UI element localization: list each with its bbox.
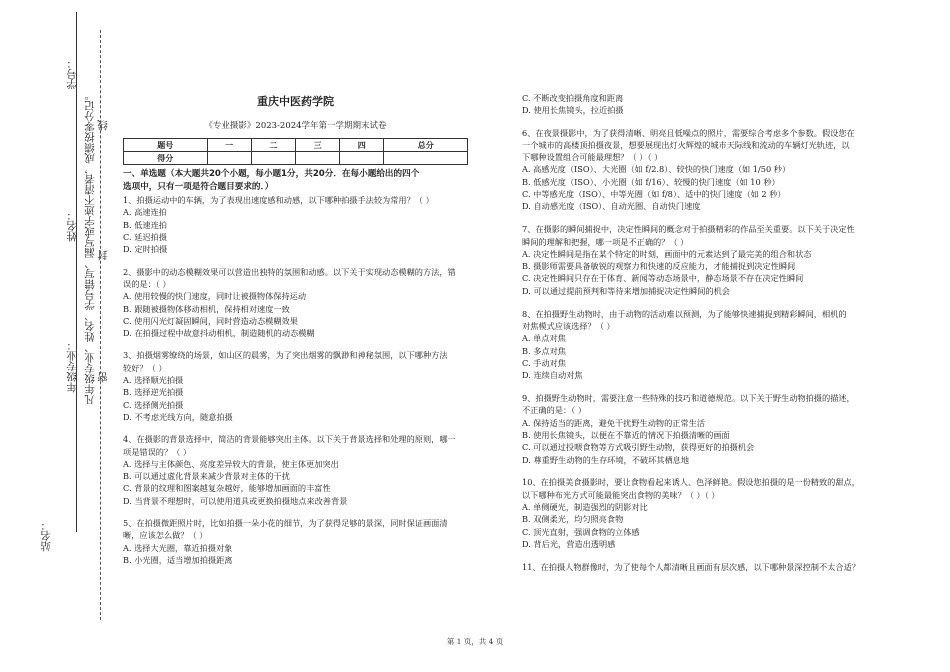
question-option[interactable]: A. 选择与主体颜色、亮度差异较大的背景，使主体更加突出 [123,458,339,469]
seal-mark-feng: 封 [97,250,109,261]
score-cell: 一 [207,138,251,151]
page-footer: 第 1 页，共 4 页 [446,637,504,646]
question-stem: 11、在拍摄人物群像时，为了使每个人都清晰且画面有层次感，以下哪种景深控制不太合适？ [522,561,860,572]
question-option[interactable]: A. 决定性瞬间是指在某个特定的时刻，画面中的元素达到了最完美的组合和状态 [522,248,812,259]
score-input-cell[interactable] [251,151,295,164]
question [522,127,877,213]
question [123,266,468,340]
binding-margin [0,0,115,672]
question-option[interactable]: D. 连续自动对焦 [522,370,583,381]
name-label: 姓名： [66,210,78,242]
exam-title: 《专业摄影》2023-2024学年第一学期期末试卷 [204,121,387,132]
score-cell: 三 [295,138,339,151]
question-stem: 6、在夜景摄影中，为了获得清晰、明亮且低噪点的照片，需要综合考虑多个参数。假设您在 [522,127,855,138]
question-stem: 1、拍摄运动中的车辆，为了表现出速度感和动感，以下哪种拍摄手法较为常用？（ ） [123,195,434,206]
question-option[interactable]: A. 保持适当的距离，避免干扰野生动物的正常生活 [522,417,706,428]
right-column [522,92,877,584]
school-title: 重庆中医药学院 [257,95,334,108]
seal-mark-mi: 密 [97,372,109,383]
question-option[interactable]: C. 不断改变拍摄角度和距离 [522,93,624,103]
question-option[interactable]: B. 跟随被摄物体移动相机，保持相对速度一致 [123,303,290,314]
score-table-score-row [124,151,468,164]
question-option[interactable]: B. 小光圈，适当增加拍摄距离 [123,554,233,565]
left-column [123,96,468,576]
question-option[interactable]: B. 选择逆光拍摄 [123,387,184,398]
question-option[interactable]: D. 使用长焦镜头，拉近拍摄 [522,105,624,116]
question-option[interactable]: A. 使用较慢的快门速度，同时让被摄物体保持运动 [123,291,307,302]
section-heading [123,168,468,193]
question-stem: 9、拍摄野生动物时，需要注意一些特殊的技巧和道德规范。以下关于野生动物拍摄的描述， [522,393,855,404]
score-input-cell[interactable] [295,151,339,164]
question-option[interactable]: D. 尊重野生动物的生存环境，不破坏其栖息地 [522,454,690,465]
question [123,194,468,255]
question-option[interactable]: B. 使用长焦镜头，以便在不靠近的情况下拍摄清晰的画面 [522,429,730,440]
question-stem: 以下哪种布光方式可能最能突出食物的美味？（ ）（ ） [522,489,720,500]
question-option[interactable]: C. 决定性瞬间只存在于体育、新闻等动态场景中，静态场景不存在决定性瞬间 [522,273,804,284]
section-heading-line: 选项中，只有一项是符合题目要求的．） [123,181,274,192]
question [522,561,877,573]
question-option[interactable]: C. 背景的纹理和图案越复杂越好，能够增加画面的丰富性 [123,483,331,494]
question-option[interactable]: B. 低速连拍 [123,219,167,230]
question-option[interactable]: C. 顶光直射，强调食物的立体感 [522,526,640,537]
score-cell: 题号 [124,138,208,151]
question-option[interactable]: A. 单侧硬光，制造强烈的阴影对比 [522,501,648,512]
question-option[interactable]: D. 在拍摄过程中故意抖动相机，制造随机的动态模糊 [123,328,315,339]
question-stem: 4、在摄影的背景选择中，简洁的背景能够突出主体。以下关于背景选择和处理的原则，哪一 [123,434,456,445]
left-question-list [123,194,468,566]
question-option[interactable]: B. 低感光度（ISO）、小光圈（如 f/16）、较慢的快门速度（如 10 秒） [522,176,780,187]
score-table [123,138,468,166]
question-option[interactable]: A. 选择大光圈，靠近拍摄对象 [123,542,233,553]
question-option[interactable]: A. 高速连拍 [123,207,167,218]
question-option[interactable]: C. 中等感光度（ISO）、中等光圈（如 f/8）、适中的快门速度（如 2 秒） [522,189,786,200]
venue-label: 站名： [40,520,52,552]
question-stem: 下哪种设置组合可能最理想？（ ）（ ） [522,152,663,163]
question-option[interactable]: B. 摄影师需要具备敏锐的观察力和快速的反应能力，才能捕捉到决定性瞬间 [522,261,796,272]
question-stem: 不正确的是：（ ） [522,405,587,416]
seal-mark-xian: 线 [97,120,109,131]
score-table-header-row [124,138,468,151]
question-option[interactable]: B. 可以通过虚化背景来减少背景对主体的干扰 [123,471,290,482]
question-option[interactable]: C. 使用闪光灯凝固瞬间，同时营造动态模糊效果 [123,315,298,326]
question-stem: 2、摄影中的动态模糊效果可以营造出独特的氛围和动感。以下关于实现动态模糊的方法，错 [123,266,456,277]
score-cell: 四 [340,138,384,151]
question-stem: 10、在拍摄美食摄影时，要让食物看起来诱人、色泽鲜艳。假设您拍摄的是一份精致的甜点， [522,477,860,488]
question-option[interactable]: C. 手动对焦 [522,357,566,368]
score-row-label: 得分 [124,151,208,164]
score-input-cell[interactable] [207,151,251,164]
question-option[interactable]: D. 定时拍摄 [123,244,168,255]
question-stem: 较好？（ ） [123,362,167,373]
question-option[interactable]: D. 当背景不理想时，可以使用道具或更换拍摄地点来改善背景 [123,495,348,506]
question-option[interactable]: D. 不考虑光线方向，随意拍摄 [123,411,233,422]
score-cell: 二 [251,138,295,151]
question-continuation [522,92,877,117]
question [522,392,877,466]
question-option[interactable]: C. 延迟拍摄 [123,232,167,243]
seal-dashed-line [100,30,101,620]
binding-notice: 凡年级专业、姓名、学号错写、漏写或字迹不清者，成绩按零分记。 [84,90,96,405]
question [123,433,468,507]
score-input-cell[interactable] [384,151,468,164]
question-option[interactable]: C. 选择侧光拍摄 [123,399,184,410]
score-cell: 总分 [384,138,468,151]
question-option[interactable]: A. 单点对焦 [522,333,566,344]
question-stem: 误的是：（ ） [123,278,171,289]
question-option[interactable]: D. 背后光，营造出透明感 [522,538,616,549]
question-option[interactable]: B. 双侧柔光，均匀照亮食物 [522,514,624,525]
binding-line-outer [76,12,77,532]
question-option[interactable]: C. 可以通过投喂食物等方式吸引野生动物，获得更好的拍摄机会 [522,442,755,453]
question [522,308,877,382]
question-option[interactable]: A. 高感光度（ISO）、大光圈（如 f/2.8）、较快的快门速度（如 1/50 秒） [522,164,791,175]
question [123,517,468,566]
student-no-label: 学号： [66,58,78,90]
question [123,349,468,423]
question-stem: 对焦模式应该选择？（ ） [522,320,615,331]
question-stem: 8、在拍摄野生动物时，由于动物的活动难以预测，为了能够快速捕捉到精彩瞬间，相机的 [522,308,847,319]
section-heading-line: 一、单选题（本大题共20个小题，每小题1分，共20分．在每小题给出的四个 [123,169,420,180]
grade-major-label: 年级专业： [66,340,78,393]
question-option[interactable]: D. 可以通过提前预判和等待来增加捕捉决定性瞬间的机会 [522,285,730,296]
question-stem: 3、拍摄烟雾缭绕的场景，如山区的晨雾，为了突出烟雾的飘渺和神秘氛围，以下哪种方法 [123,350,448,361]
question [522,223,877,297]
score-input-cell[interactable] [340,151,384,164]
question-stem: 瞬间的理解和把握，哪一项是不正确的？（ ） [522,236,689,247]
question-option[interactable]: B. 多点对焦 [522,345,566,356]
right-question-list [522,127,877,573]
question-stem: 一个城市的高楼顶拍摄夜景，想要展现出灯火辉煌的城市天际线和流动的车辆灯光轨迹，以 [522,139,850,150]
question-stem: 5、在拍摄微距照片时，比如拍摄一朵小花的细节，为了获得足够的景深，同时保证画面清 [123,518,448,529]
question-stem: 项是错误的？（ ） [123,446,192,457]
question-stem: 7、在摄影的瞬间捕捉中，决定性瞬间的概念对于拍摄精彩的作品至关重要。以下关于决定性 [522,224,855,235]
question [522,476,877,550]
question-option[interactable]: A. 选择顺光拍摄 [123,375,184,386]
question-stem: 晰，应该怎么做？（ ） [123,530,208,541]
question-option[interactable]: D. 自动感光度（ISO）、自动光圈、自动快门速度 [522,201,701,212]
